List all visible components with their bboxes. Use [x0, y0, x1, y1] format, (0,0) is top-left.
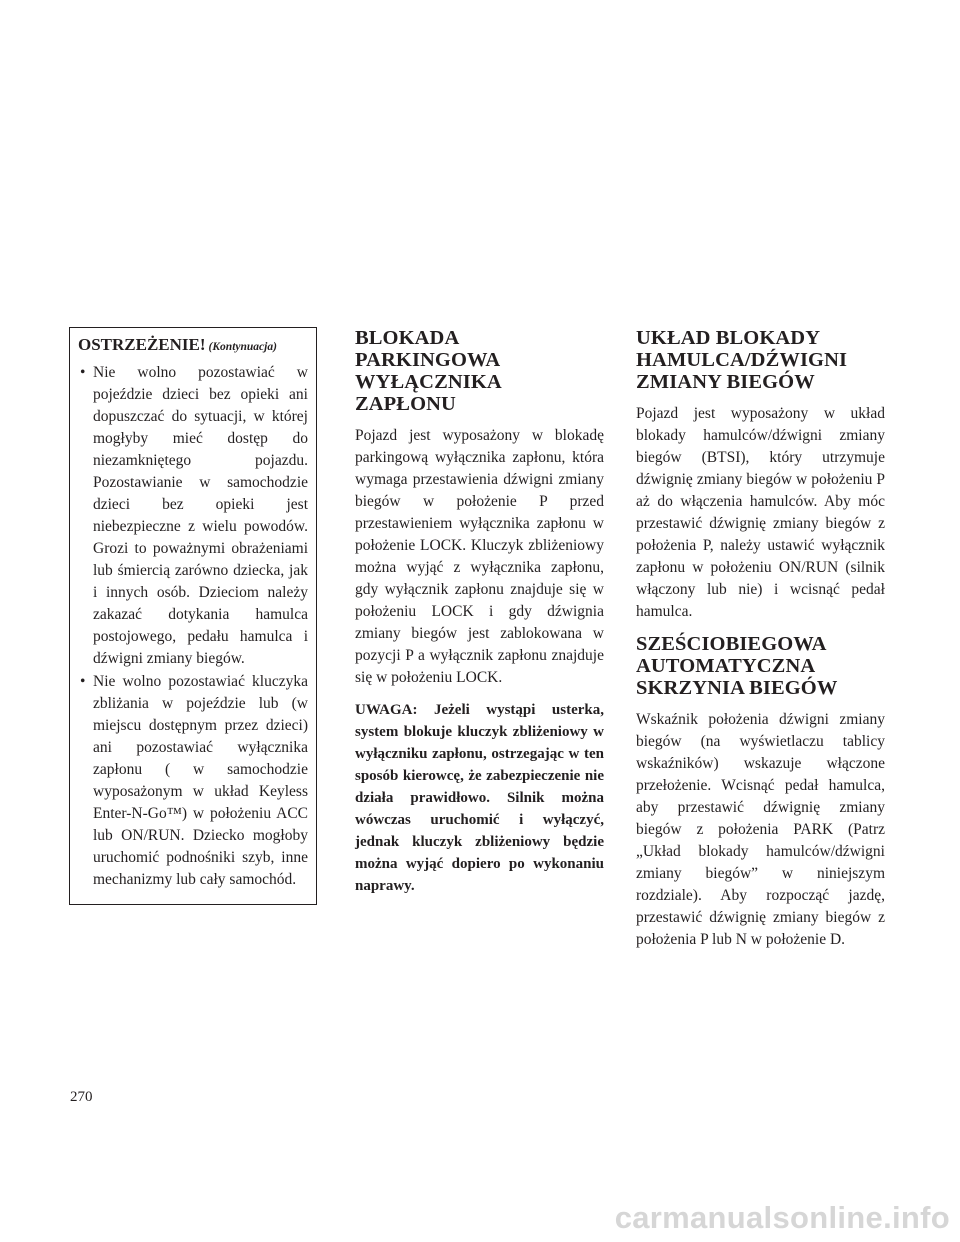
- warning-title: OSTRZEŻENIE!: [78, 335, 206, 354]
- warning-heading: [78, 334, 308, 358]
- section-heading-transmission: SZEŚCIOBIEGOWA AUTOMATYCZNA SKRZYNIA BIEGÓW: [636, 633, 838, 699]
- warning-bullet-text: Nie wolno pozostawiać w pojeździe dzieci bez opieki ani dopuszczać do sytuacji, w której mogłyby mieć dostęp do niezamkniętego pojazdu. Pozostawianie w samochodzie dzieci bez opieki jest niebezpieczne z wielu powodów. Grozi to poważnymi obrażeniami lub śmiercią zarówno dziecka, jak i innych osób. Dzieciom należy zakazać dotykania hamulca postojowego, pedału hamulca i dźwigni zmiany biegów.: [93, 364, 308, 667]
- warning-continued-label: (Kontynuacja): [208, 341, 277, 353]
- left-column: [69, 327, 317, 905]
- warning-bullet-item: [78, 671, 308, 891]
- bullet-icon: •: [80, 673, 86, 690]
- bullet-icon: •: [80, 364, 86, 381]
- warning-bullet-list: [78, 362, 308, 891]
- section-paragraph: Pojazd jest wyposażony w układ blokady hamulców/dźwigni zmiany biegów (BTSI), który utrzymuje dźwignię zmiany biegów w położeniu P aż do włączenia hamulców. Aby móc przestawić dźwignię zmiany biegów z położenia P, należy ustawić wyłącznik zapłonu w położeniu ON/RUN (silnik włączony lub nie) i wcisnąć pedał hamulca.: [636, 405, 885, 620]
- warning-box: [69, 327, 317, 905]
- section-paragraph: Pojazd jest wyposażony w blokadę parkingową wyłącznika zapłonu, która wymaga przestawienia dźwigni zmiany biegów w położenie P przed przestawieniem wyłącznika zapłonu w położenie LOCK. Kluczyk zbliżeniowy można wyjąć z wyłącznika zapłonu, gdy wyłącznik zapłonu znajduje się w położeniu LOCK i gdy dźwignia zmiany biegów jest zablokowana w pozycji P a wyłącznik zapłonu znajduje się w położeniu LOCK.: [355, 427, 604, 686]
- page-number: 270: [70, 1089, 93, 1105]
- warning-bullet-text: Nie wolno pozostawiać kluczyka zbliżania w pojeździe lub (w miejscu dostępnym przez dzieci) ani pozostawiać wyłącznika zapłonu ( w samochodzie wyposażonym w układ Keyless Enter-N-Go™) w położeniu ACC lub ON/RUN. Dziecko mogłoby uruchomić podnośniki szyb, inne mechanizmy lub cały samochód.: [93, 673, 308, 888]
- section-paragraph: Wskaźnik położenia dźwigni zmiany biegów (na wyświetlaczu tablicy wskaźników) wskazuje włączone przełożenie. Wcisnąć pedał hamulca, aby przestawić dźwignię zmiany biegów z położenia PARK (Patrz „Układ blokady hamulców/dźwigni zmiany biegów” w niniejszym rozdziale). Aby rozpocząć jazdę, przestawić dźwignię zmiany biegów z położenia P lub N w położenie D.: [636, 711, 885, 948]
- right-column: [636, 327, 885, 961]
- note-paragraph: UWAGA: Jeżeli wystąpi usterka, system blokuje kluczyk zbliżeniowy w wyłączniku zapłonu, ostrzegając w ten sposób kierowcę, że zabezpieczenie nie działa prawidłowo. Silnik można wówczas uruchomić i wyłączyć, jednak kluczyk zbliżeniowy będzie można wyjąć dopiero po wykonaniu naprawy.: [355, 702, 604, 894]
- warning-bullet-item: [78, 362, 308, 670]
- watermark: carmanualsonline.info: [614, 1200, 950, 1235]
- section-heading-btsi: UKŁAD BLOKADY HAMULCA/DŹWIGNI ZMIANY BIEGÓW: [636, 327, 848, 393]
- middle-column: [355, 327, 604, 907]
- section-heading-park-interlock: BLOKADA PARKINGOWA WYŁĄCZNIKA ZAPŁONU: [355, 327, 501, 415]
